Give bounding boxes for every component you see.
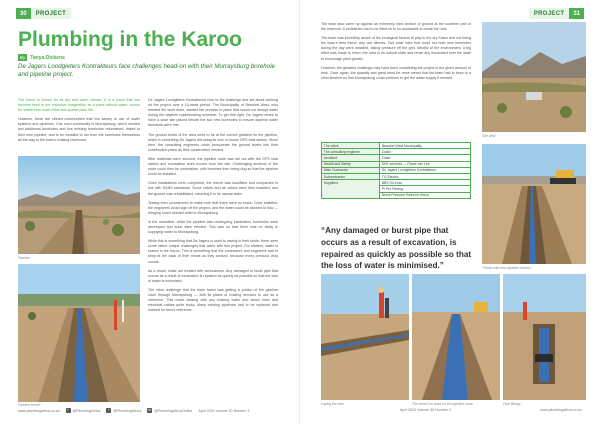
paragraph: After materials were secured, the pipeline route was set out with the GPS total station and excavation work moved from the site. Challenging sections of the route could then be undertaken, with trenches then being dug so that the pipeline could be installed. [148, 156, 278, 177]
page-tag-right [529, 8, 584, 19]
photo-caption: The trench for work on the pipeline route [412, 402, 473, 406]
laying-pipe-photo [321, 274, 409, 400]
paragraph: However, the greatest challenge may have been completing the project in the given amount of time. Once again, the quantity and great need for more meant that the team had to keep to a strict timeline so that Murraysburg could continue to get the water supply it needed. [321, 65, 471, 80]
page-number: 31 [569, 8, 584, 19]
paragraph: The ground levels of the area need to be at the correct gradient for the pipeline, which is something De Jagers did using its new in-house GPS total station. Since then, the consulting engineers could incorporate the ground levels into their construction plans as their construction needed. [148, 132, 278, 152]
twitter-link[interactable] [106, 408, 141, 413]
table-key: The consulting engineer [322, 149, 380, 155]
pipeline-landscape-photo [18, 156, 140, 254]
site-view-photo [482, 22, 586, 132]
text-column-2 [148, 98, 278, 317]
intro-paragraph: The Karoo is known for its dry and warm climate. It is a place that has become fixed in our collective imagination as a place without water, known for sweat from much effort and sparse plant life. [18, 98, 140, 113]
paragraph: The other challenge that the team faced was getting a portion of the pipeline route through Murraysburg — with its plains of existing services to use as a reference. This made dealing with any existing water and sewer lines and electrical cables quite tricky. Many existing pipelines had to be replaced and marked for future reference. [148, 287, 278, 313]
article-title: Plumbing in the Karoo [18, 28, 242, 51]
footer-issue: April 2024 Volume 30 Number 3 [400, 408, 451, 412]
byline-prefix: By [20, 55, 26, 60]
paragraph: While this is something that De Jagers is used to having in their stride, there were some rather unique challenges that came with this project. For starters, water is scarce in the Karoo. This is something that the contractors and engineers had to keep at the back of their minds as they worked, because every precious drop counts. [148, 239, 278, 264]
table-value: SHE services — Rizwe van Lee [380, 161, 471, 167]
table-key: The client [322, 143, 380, 149]
photo-caption: Pipeline [18, 256, 31, 260]
paragraph: As a result, leaks are treated with seriousness. Any damaged or burst pipe that occurs as a result of excavation is repaired as quickly as possible so that the loss of water is minimised. [148, 268, 278, 283]
paragraph: The town also came up against an extremely hard section of ground at the southern part of the reservoir. A pedestrian had to be lifted on to so accessible to break the rock. [321, 22, 471, 32]
paragraph: However, there are vibrant communities that live sanely to use of water systems and pipelines. One such community is Murraysburg, which needed two additional boreholes and five existing boreholes refurbished, linked to their new pipeline, and to be installed to run from the boreholes themselves all the way to the town's existing reservoirs. [18, 117, 140, 142]
facebook-link[interactable] [66, 408, 101, 413]
paragraph: The team was incredibly aware of the ecological factors at play in the dry Karoo and not being the town's best friend. Any wet ditches. Two solar sites that could run both new boreholes during the day were installed, taking pressure off the grid. Mindful of the environment, a big effort was made to return the area to its natural state and reuse any excavated over the state to encourage plant growth. [321, 36, 471, 61]
twitter-icon: t [106, 408, 111, 413]
table-value: BBS Oil-Less [380, 180, 471, 186]
table-value: Pi Pro Flexing [380, 186, 471, 192]
pipe-fittings-photo [503, 274, 586, 400]
trench-work-photo [412, 274, 500, 400]
right-text-column [321, 22, 471, 85]
photo-caption: Site view [482, 134, 496, 138]
table-value: Zutari [380, 155, 471, 161]
photo-caption: Laying the new [321, 402, 344, 406]
table-key: Suppliers [322, 180, 380, 199]
linkedin-handle: @PlumbingAfricaOnline [154, 408, 193, 413]
photo-caption: Pipe fittings [503, 402, 521, 406]
table-key: Main Contractor [322, 167, 380, 173]
paragraph: Testing then commenced to make sure that there were no leaks. Once satisfied, the engineers could sign off the project, and the water could be allowed to flow — bringing much-needed relief to Murraysburg. [148, 200, 278, 215]
paragraph: De Jagers Loodgieters Kontrakteurs rose to the challenge and set about working on the project over a 14-week period. The Municipality of Beaufort West, who needed the work done, wanted the process in place that would not disrupt water during the daytime loadshedding schedule. To get this right, De Jagers chose to have a solar site placed beside the two new boreholes to ensure daytime water demands were met. [148, 98, 278, 128]
page-number: 30 [16, 8, 31, 19]
paragraph: Once installations were completed, the trench was backfilled and compacted in line with SANS standards. Scour valves and air valves were then installed, and the ground was rehabilitated, returning it to its natural state. [148, 181, 278, 196]
author-name: Tanya Dickens [30, 54, 65, 61]
twitter-handle: @PlumbingAfrica [113, 408, 142, 413]
photo-caption: Pipeline trench [18, 403, 41, 407]
article-subtitle: De Jagers Loodgieters Kontrakteurs face challenges head-on with their Murraysburg borehole and pipeline project. [18, 63, 275, 78]
table-value: TG Electric [380, 173, 471, 179]
byline [18, 54, 65, 61]
pipeline-trench-photo [18, 264, 140, 402]
table-value: Breck Pressure Sales for Africa [380, 192, 471, 198]
photo-caption: Trench with new pipeline section [482, 266, 531, 270]
trench-photo [482, 144, 586, 264]
table-value: Beaufort West Municipality [380, 143, 471, 149]
table-key: Subcontractor [322, 173, 380, 179]
footer-website[interactable]: www.plumbingafrica.co.za [18, 408, 60, 413]
page-tag-left [16, 8, 71, 19]
linkedin-link[interactable] [147, 408, 192, 413]
section-label: PROJECT [31, 8, 71, 19]
facebook-icon: f [66, 408, 71, 413]
footer-issue: April 2024 Volume 30 Number 3 [198, 408, 250, 413]
footer-left [18, 408, 249, 413]
table-value: De Jagers Loodgieters Kontrakteurs [380, 167, 471, 173]
table-key: Health and Safety [322, 161, 380, 167]
table-value: Zutari [380, 149, 471, 155]
footer-right [400, 408, 451, 412]
project-info-table [321, 142, 471, 199]
footer-website[interactable]: www.plumbingafrica.co.za [540, 408, 582, 412]
footer-right-website [540, 408, 582, 412]
facebook-handle: @PlumbingAfrica [72, 408, 101, 413]
paragraph: In the meantime, while the pipeline was undergoing installation, boreholes were developed and solar sites erected. This was so that there was no delay in supplying water to Murraysburg. [148, 219, 278, 235]
pull-quote: “Any damaged or burst pipe that occurs as a result of excavation, is repaired as quickly as possible so that the loss of water is minimised.” [321, 226, 472, 271]
linkedin-icon: in [148, 408, 152, 412]
table-key: Architect [322, 155, 380, 161]
text-column-1 [18, 98, 140, 147]
section-label: PROJECT [529, 8, 569, 19]
